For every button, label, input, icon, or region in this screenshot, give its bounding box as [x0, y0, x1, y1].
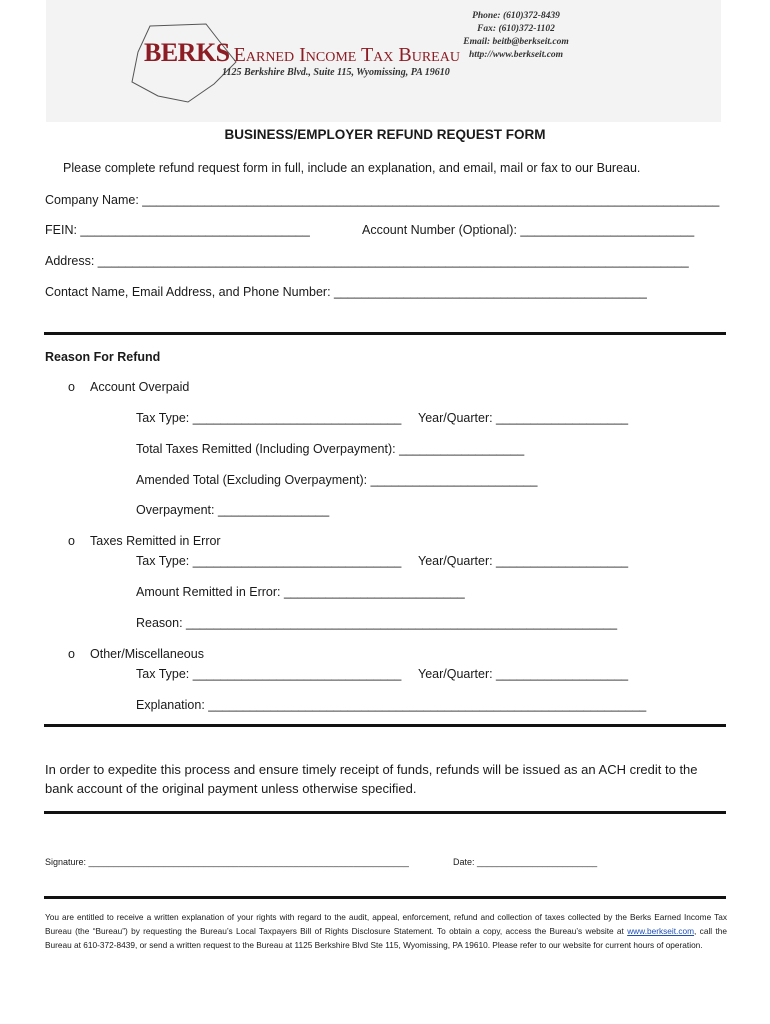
divider	[44, 332, 726, 335]
option-taxes-in-error[interactable]: Taxes Remitted in Error	[90, 534, 221, 548]
overpayment-field[interactable]: Overpayment: ________________	[136, 503, 330, 517]
form-title: BUSINESS/EMPLOYER REFUND REQUEST FORM	[224, 127, 546, 142]
disclosure-text-2: , call the Bureau at 610-372-8439, or send a written request to the Bureau at 1125 Berkshire Blvd Ste 115, Wyomissing, PA 19610. Please refer to our website for current hours of operation.	[45, 926, 727, 950]
bullet: o	[68, 380, 75, 394]
overpaid-year-quarter-field[interactable]: Year/Quarter: ___________________	[418, 411, 629, 425]
other-year-quarter-field[interactable]: Year/Quarter: ___________________	[418, 667, 629, 681]
address-field[interactable]: Address: _____________________________________________________________________________________	[45, 254, 689, 268]
disclosure-text-1: You are entitled to receive a written explanation of your rights with regard to the audit, appeal, enforcement, refund and collection of taxes collected by the Berks Earned Income Tax Bureau (the “Bureau”) by requesting the Bureau’s Local Taxpayers Bill of Rights Disclosure Statement. To obtain a copy, access the Bureau’s website at	[45, 912, 727, 936]
bullet: o	[68, 647, 75, 661]
rights-disclosure	[45, 910, 727, 952]
instructions: Please complete refund request form in full, include an explanation, and email, mail or fax to our Bureau.	[63, 161, 641, 175]
logo-bureau-name: Earned Income Tax Bureau	[233, 44, 460, 66]
divider	[44, 811, 726, 814]
website-link[interactable]: www.berkseit.com	[627, 926, 695, 936]
bullet: o	[68, 534, 75, 548]
option-account-overpaid[interactable]: Account Overpaid	[90, 380, 190, 394]
other-tax-type-field[interactable]: Tax Type: ______________________________	[136, 667, 402, 681]
explanation-field[interactable]: Explanation: _______________________________________________________________	[136, 698, 647, 712]
option-other[interactable]: Other/Miscellaneous	[90, 647, 204, 661]
error-reason-field[interactable]: Reason: ______________________________________________________________	[136, 616, 618, 630]
contact-block	[456, 10, 576, 62]
fax: Fax: (610)372-1102	[477, 24, 555, 34]
amount-in-error-field[interactable]: Amount Remitted in Error: __________________________	[136, 585, 465, 599]
signature-field[interactable]: Signature: ________________________________________________________________	[45, 857, 409, 867]
amended-total-field[interactable]: Amended Total (Excluding Overpayment): ________________________	[136, 473, 538, 487]
error-tax-type-field[interactable]: Tax Type: ______________________________	[136, 554, 402, 568]
overpaid-tax-type-field[interactable]: Tax Type: ______________________________	[136, 411, 402, 425]
bureau-logo	[144, 38, 460, 68]
date-field[interactable]: Date: ________________________	[453, 857, 598, 867]
logo-berks: BERKS	[144, 38, 230, 67]
reason-heading: Reason For Refund	[45, 350, 161, 364]
fein-field[interactable]: FEIN: _________________________________	[45, 223, 310, 237]
contact-field[interactable]: Contact Name, Email Address, and Phone Number: _____________________________________________	[45, 285, 647, 299]
divider	[44, 896, 726, 899]
ach-notice-line-1: In order to expedite this process and ensure timely receipt of funds, refunds will be issued as an ACH credit to the	[45, 762, 698, 777]
company-name-field[interactable]: Company Name: ___________________________________________________________________________________	[45, 193, 720, 207]
error-year-quarter-field[interactable]: Year/Quarter: ___________________	[418, 554, 629, 568]
email: Email: beitb@berkseit.com	[463, 37, 569, 47]
phone: Phone: (610)372-8439	[472, 11, 560, 21]
total-remitted-field[interactable]: Total Taxes Remitted (Including Overpayment): __________________	[136, 442, 525, 456]
divider	[44, 724, 726, 727]
ach-notice-line-2: bank account of the original payment unless otherwise specified.	[45, 781, 417, 796]
account-number-field[interactable]: Account Number (Optional): _________________________	[362, 223, 695, 237]
website: http://www.berkseit.com	[468, 50, 564, 60]
bureau-address: 1125 Berkshire Blvd., Suite 115, Wyomissing, PA 19610	[222, 67, 450, 78]
